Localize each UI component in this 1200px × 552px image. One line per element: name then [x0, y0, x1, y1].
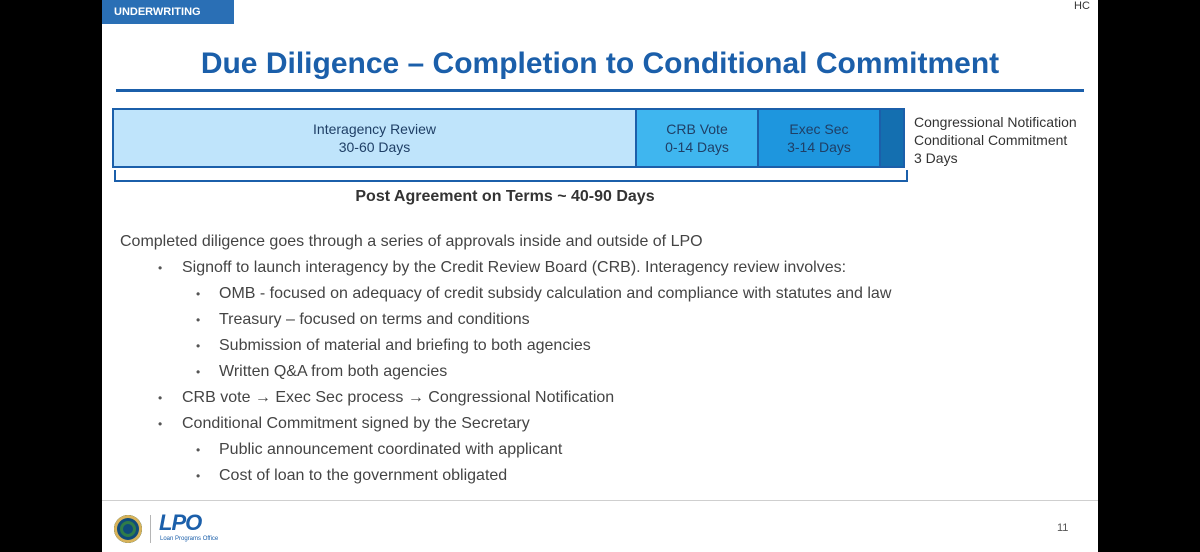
bullet-item: [120, 256, 1080, 282]
bullet-text: Written Q&A from both agencies: [219, 363, 448, 380]
notification-label: [914, 113, 1098, 167]
notification-line: Congressional Notification: [914, 114, 1077, 130]
bullet-text: Cost of loan to the government obligated: [219, 467, 508, 484]
logo-divider: [150, 515, 151, 543]
timeline-segment-crb-vote: [637, 108, 759, 168]
presentation-slide: [102, 0, 1098, 552]
bullet-item: [120, 308, 1080, 334]
segment-duration: 3-14 Days: [787, 139, 851, 155]
bullet-item: [120, 282, 1080, 308]
lpo-logo-subtext: Loan Programs Office: [160, 536, 219, 542]
bullet-item: [120, 334, 1080, 360]
bullet-icon: •: [196, 339, 201, 353]
bullet-text: CRB vote → Exec Sec process → Congressional Notification: [182, 389, 615, 406]
bullet-item: [120, 412, 1080, 438]
bracket-label: Post Agreement on Terms ~ 40-90 Days: [355, 188, 655, 205]
segment-duration: 30-60 Days: [338, 139, 411, 155]
right-margin: [1100, 0, 1200, 552]
slide-title: Due Diligence – Completion to Conditional Commitment: [200, 47, 1000, 80]
title-underline: [116, 89, 1084, 92]
bullet-icon: •: [158, 261, 163, 275]
bullet-icon: •: [196, 469, 201, 483]
footer-divider: [102, 500, 1098, 501]
bullet-item: [120, 464, 1080, 490]
bullet-text: Conditional Commitment signed by the Secretary: [182, 415, 530, 432]
timeline-segment-exec-sec: [759, 108, 881, 168]
bullet-icon: •: [196, 287, 201, 301]
bullet-icon: •: [158, 391, 163, 405]
page-number: 11: [1057, 522, 1069, 534]
segment-name: CRB Vote: [666, 121, 728, 137]
segment-name: Interagency Review: [313, 121, 436, 137]
doe-seal-icon: [114, 515, 142, 543]
intro-text: Completed diligence goes through a series of approvals inside and outside of LPO: [120, 233, 703, 250]
bullet-icon: •: [196, 365, 201, 379]
corner-label: HC: [1074, 0, 1090, 12]
slide-body: [120, 230, 1080, 490]
timeline-segment-notification: [881, 108, 905, 168]
commitment-line: Conditional Commitment: [914, 132, 1068, 148]
bullet-text: Public announcement coordinated with applicant: [219, 441, 563, 458]
timeline-segment-interagency: [112, 108, 637, 168]
timeline-bracket: [114, 170, 908, 182]
bullet-list: [120, 256, 1080, 490]
bullet-icon: •: [196, 443, 201, 457]
bullet-text: Submission of material and briefing to both agencies: [219, 337, 591, 354]
bullet-item: [120, 438, 1080, 464]
bullet-item: [120, 360, 1080, 386]
lpo-logo: LPO: [159, 510, 202, 535]
segment-name: Exec Sec: [789, 121, 849, 137]
segment-duration: 0-14 Days: [665, 139, 729, 155]
notification-duration: 3 Days: [914, 150, 958, 166]
bullet-icon: •: [196, 313, 201, 327]
bullet-icon: •: [158, 417, 163, 431]
bullet-text: OMB - focused on adequacy of credit subsidy calculation and compliance with statutes and law: [219, 285, 892, 302]
bullet-item: [120, 386, 1080, 412]
bullet-text: Treasury – focused on terms and conditions: [219, 311, 530, 328]
bullet-text: Signoff to launch interagency by the Credit Review Board (CRB). Interagency review involves:: [182, 259, 847, 276]
section-tag: UNDERWRITING: [102, 0, 234, 24]
